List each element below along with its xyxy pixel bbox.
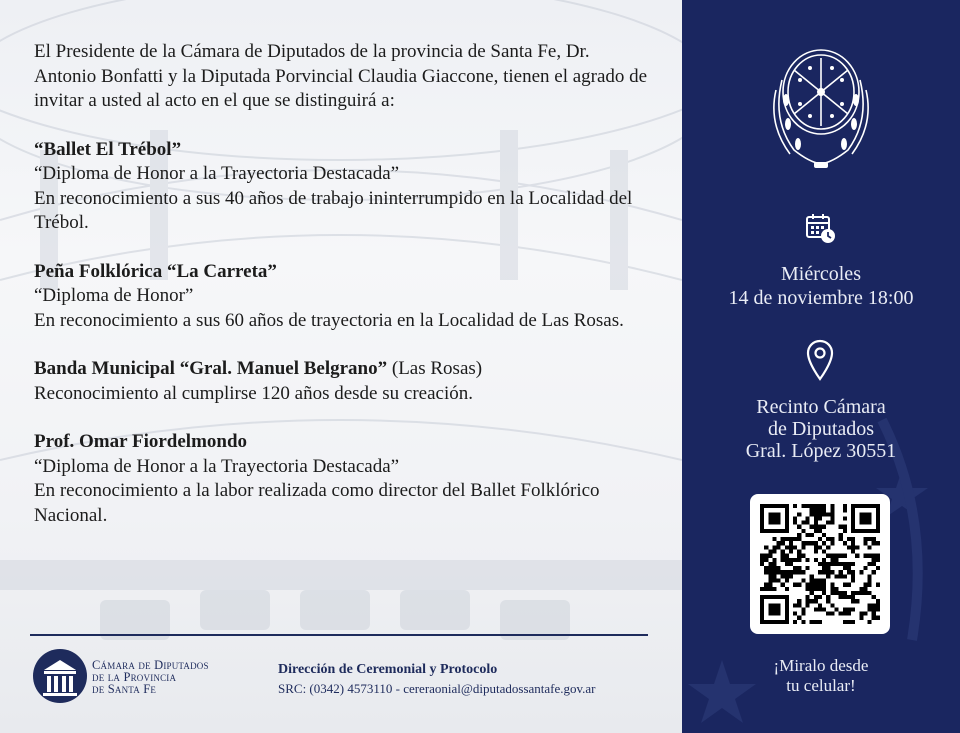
honoree-item xyxy=(34,260,654,334)
honoree-description: Reconocimiento al cumplirse 120 años desde su creación. xyxy=(34,382,473,404)
qr-code[interactable] xyxy=(750,494,890,634)
department-name: Dirección de Ceremonial y Protocolo xyxy=(278,662,498,677)
honoree-name: Prof. Omar Fiordelmondo xyxy=(34,431,248,452)
institution-name-line: de la Provincia xyxy=(92,670,177,684)
event-date xyxy=(682,262,960,310)
honoree-item xyxy=(34,138,654,236)
qr-caption-line: ¡Miralo desde xyxy=(773,656,869,675)
qr-code-image xyxy=(760,504,880,624)
qr-caption-line: tu celular! xyxy=(786,676,856,695)
location-pin-icon xyxy=(806,339,834,381)
venue-line: de Diputados xyxy=(767,418,875,440)
honoree-name: Banda Municipal “Gral. Manuel Belgrano” xyxy=(34,358,388,379)
venue-line: Gral. López 30551 xyxy=(745,440,897,462)
honoree-award: “Diploma de Honor” xyxy=(34,285,194,306)
honoree-name: Peña Folklórica “La Carreta” xyxy=(34,260,277,282)
institution-name-line: Cámara de Diputados xyxy=(92,658,209,672)
honoree-description: En reconocimiento a sus 40 años de trabajo ininterrumpido en la Localidad del Trébol. xyxy=(34,187,633,233)
calendar-icon xyxy=(804,212,836,244)
chamber-building-logo-icon xyxy=(32,648,88,704)
honoree-award: “Diploma de Honor a la Trayectoria Destacada” xyxy=(34,163,400,184)
honoree-award: “Diploma de Honor a la Trayectoria Destacada” xyxy=(34,455,400,477)
institution-name xyxy=(92,659,262,695)
event-venue xyxy=(682,396,960,462)
honoree-name: “Ballet El Trébol” xyxy=(34,138,182,160)
institution-name-line: de Santa Fe xyxy=(92,682,157,696)
contact-info: SRC: (0342) 4573110 - cereraonial@diputadossantafe.gov.ar xyxy=(278,681,596,696)
honoree-description: En reconocimiento a la labor realizada como director del Ballet Folklórico Nacional. xyxy=(34,480,600,526)
honoree-item xyxy=(34,430,654,528)
event-details-panel xyxy=(682,0,960,733)
qr-caption xyxy=(682,656,960,696)
coat-of-arms-icon xyxy=(764,40,878,176)
honoree-location: (Las Rosas) xyxy=(387,358,483,379)
event-datetime: 14 de noviembre 18:00 xyxy=(728,287,914,309)
invitation-body xyxy=(34,40,654,552)
event-day: Miércoles xyxy=(781,263,861,285)
honoree-description: En reconocimiento a sus 60 años de trayectoria en la Localidad de Las Rosas. xyxy=(34,309,624,331)
venue-line: Recinto Cámara xyxy=(756,396,886,418)
honoree-item xyxy=(34,357,654,406)
footer-divider xyxy=(30,634,648,636)
invitation-intro: El Presidente de la Cámara de Diputados de la provincia de Santa Fe, Dr. Antonio Bonfatti y la Diputada Porvincial Claudia Giaccone, tienen el agrado de invitar a usted al acto en el que se distinguirá a: xyxy=(34,41,648,111)
